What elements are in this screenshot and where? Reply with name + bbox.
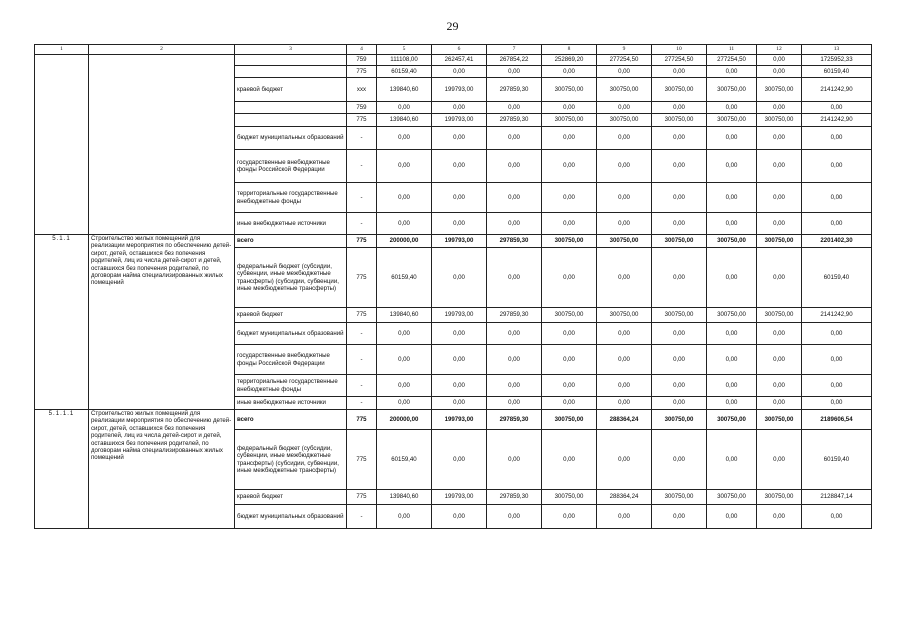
- funding-source: федеральный бюджет (субсидии, субвенции, иные межбюджетные трансферты) (субсидии, субвенции, иные межбюджетные трансферты): [235, 430, 347, 490]
- amount-cell: 297859,30: [487, 308, 542, 323]
- amount-cell: 0,00: [597, 248, 652, 308]
- amount-cell: 0,00: [487, 248, 542, 308]
- amount-cell: 0,00: [432, 213, 487, 235]
- amount-cell: 277254,50: [652, 55, 707, 66]
- amount-cell: 60159,40: [377, 248, 432, 308]
- amount-cell: 0,00: [707, 127, 757, 150]
- funding-code: 775: [347, 235, 377, 248]
- amount-cell: 200000,00: [377, 235, 432, 248]
- amount-cell: 300750,00: [757, 308, 802, 323]
- amount-cell: 0,00: [432, 150, 487, 183]
- funding-code: xxx: [347, 78, 377, 102]
- funding-source: [235, 102, 347, 114]
- funding-source: государственные внебюджетные фонды Российской Федерации: [235, 150, 347, 183]
- funding-source: всего: [235, 410, 347, 430]
- amount-cell: 111108,00: [377, 55, 432, 66]
- amount-cell: 297859,30: [487, 490, 542, 505]
- funding-code: 759: [347, 102, 377, 114]
- column-number: 9: [597, 45, 652, 55]
- amount-cell: 0,00: [542, 345, 597, 375]
- funding-code: -: [347, 323, 377, 345]
- amount-cell: 0,00: [652, 430, 707, 490]
- amount-cell: 0,00: [597, 127, 652, 150]
- amount-cell: 252869,20: [542, 55, 597, 66]
- amount-cell: 0,00: [542, 127, 597, 150]
- amount-cell: 300750,00: [542, 410, 597, 430]
- funding-code: -: [347, 213, 377, 235]
- amount-cell: 300750,00: [757, 490, 802, 505]
- funding-code: -: [347, 505, 377, 529]
- amount-cell: 2141242,90: [802, 114, 872, 127]
- funding-code: 775: [347, 308, 377, 323]
- funding-code: 775: [347, 430, 377, 490]
- amount-cell: 300750,00: [757, 410, 802, 430]
- column-number-row: [35, 45, 872, 55]
- amount-cell: 0,00: [432, 66, 487, 78]
- amount-cell: 0,00: [757, 505, 802, 529]
- amount-cell: 0,00: [487, 505, 542, 529]
- amount-cell: 0,00: [652, 127, 707, 150]
- amount-cell: 0,00: [802, 397, 872, 410]
- column-number: 8: [542, 45, 597, 55]
- amount-cell: 300750,00: [707, 410, 757, 430]
- funding-code: 775: [347, 410, 377, 430]
- table-row: [35, 55, 872, 66]
- column-number: 7: [487, 45, 542, 55]
- amount-cell: 2141242,90: [802, 78, 872, 102]
- amount-cell: 0,00: [652, 183, 707, 213]
- measure-name: Строительство жилых помещений для реализации мероприятия по обеспечению детей-сирот, детей, оставшихся без попечения родителей, лиц из числа детей-сирот и детей, оставшихся без попечения родителей, по договорам найма специализированных жилых помещений: [89, 235, 235, 410]
- amount-cell: 262457,41: [432, 55, 487, 66]
- measure-name: [89, 55, 235, 235]
- amount-cell: 300750,00: [597, 235, 652, 248]
- amount-cell: 0,00: [757, 66, 802, 78]
- amount-cell: 0,00: [707, 183, 757, 213]
- amount-cell: 199793,00: [432, 235, 487, 248]
- amount-cell: 199793,00: [432, 114, 487, 127]
- funding-source: иные внебюджетные источники: [235, 213, 347, 235]
- amount-cell: 0,00: [652, 102, 707, 114]
- amount-cell: 0,00: [542, 66, 597, 78]
- amount-cell: 199793,00: [432, 410, 487, 430]
- amount-cell: 0,00: [707, 397, 757, 410]
- amount-cell: 0,00: [707, 248, 757, 308]
- table-row: [35, 410, 872, 430]
- amount-cell: 60159,40: [802, 430, 872, 490]
- amount-cell: 0,00: [707, 505, 757, 529]
- amount-cell: 0,00: [757, 55, 802, 66]
- amount-cell: 139840,60: [377, 78, 432, 102]
- amount-cell: 0,00: [432, 430, 487, 490]
- amount-cell: 300750,00: [597, 308, 652, 323]
- amount-cell: 300750,00: [652, 308, 707, 323]
- column-number: 11: [707, 45, 757, 55]
- amount-cell: 300750,00: [652, 490, 707, 505]
- amount-cell: 300750,00: [757, 114, 802, 127]
- funding-source: территориальные государственные внебюджетные фонды: [235, 183, 347, 213]
- funding-source: федеральный бюджет (субсидии, субвенции, иные межбюджетные трансферты) (субсидии, субвенции, иные межбюджетные трансферты): [235, 248, 347, 308]
- amount-cell: 2189606,54: [802, 410, 872, 430]
- amount-cell: 0,00: [802, 183, 872, 213]
- column-number: 5: [377, 45, 432, 55]
- amount-cell: 300750,00: [757, 78, 802, 102]
- funding-code: -: [347, 150, 377, 183]
- amount-cell: 300750,00: [707, 235, 757, 248]
- amount-cell: 0,00: [377, 505, 432, 529]
- amount-cell: 0,00: [707, 150, 757, 183]
- amount-cell: 0,00: [652, 397, 707, 410]
- column-number: 12: [757, 45, 802, 55]
- column-number: 13: [802, 45, 872, 55]
- amount-cell: 300750,00: [707, 490, 757, 505]
- amount-cell: 60159,40: [802, 248, 872, 308]
- measure-number: 5.1.1.1: [35, 410, 89, 529]
- amount-cell: 0,00: [487, 213, 542, 235]
- amount-cell: 0,00: [432, 248, 487, 308]
- amount-cell: 0,00: [542, 397, 597, 410]
- amount-cell: 199793,00: [432, 78, 487, 102]
- amount-cell: 2141242,90: [802, 308, 872, 323]
- amount-cell: 0,00: [597, 397, 652, 410]
- funding-source: бюджет муниципальных образований: [235, 323, 347, 345]
- amount-cell: 0,00: [652, 150, 707, 183]
- amount-cell: 0,00: [597, 183, 652, 213]
- amount-cell: 300750,00: [652, 114, 707, 127]
- amount-cell: 0,00: [652, 213, 707, 235]
- amount-cell: 0,00: [652, 248, 707, 308]
- amount-cell: 0,00: [432, 323, 487, 345]
- funding-source: иные внебюджетные источники: [235, 397, 347, 410]
- funding-code: -: [347, 127, 377, 150]
- table-row: [35, 235, 872, 248]
- amount-cell: 199793,00: [432, 490, 487, 505]
- amount-cell: 300750,00: [757, 235, 802, 248]
- amount-cell: 297859,30: [487, 235, 542, 248]
- amount-cell: 0,00: [757, 375, 802, 397]
- amount-cell: 0,00: [802, 213, 872, 235]
- amount-cell: 0,00: [597, 213, 652, 235]
- amount-cell: 300750,00: [707, 308, 757, 323]
- amount-cell: 0,00: [377, 102, 432, 114]
- amount-cell: 0,00: [542, 505, 597, 529]
- amount-cell: 0,00: [652, 345, 707, 375]
- amount-cell: 300750,00: [542, 490, 597, 505]
- amount-cell: 0,00: [757, 397, 802, 410]
- amount-cell: 0,00: [542, 430, 597, 490]
- funding-source: краевой бюджет: [235, 308, 347, 323]
- amount-cell: 300750,00: [542, 114, 597, 127]
- funding-source: государственные внебюджетные фонды Российской Федерации: [235, 345, 347, 375]
- amount-cell: 300750,00: [542, 308, 597, 323]
- funding-code: 775: [347, 490, 377, 505]
- amount-cell: 0,00: [707, 102, 757, 114]
- amount-cell: 0,00: [652, 505, 707, 529]
- amount-cell: 0,00: [757, 150, 802, 183]
- amount-cell: 0,00: [432, 345, 487, 375]
- amount-cell: 0,00: [542, 102, 597, 114]
- funding-code: -: [347, 375, 377, 397]
- amount-cell: 0,00: [707, 66, 757, 78]
- amount-cell: 0,00: [707, 375, 757, 397]
- amount-cell: 0,00: [377, 183, 432, 213]
- amount-cell: 297859,30: [487, 114, 542, 127]
- funding-code: -: [347, 345, 377, 375]
- amount-cell: 0,00: [707, 345, 757, 375]
- measure-name: Строительство жилых помещений для реализации мероприятия по обеспечению детей-сирот, детей, оставшихся без попечения родителей, лиц из числа детей-сирот и детей, оставшихся без попечения родителей, по договорам найма специализированных жилых помещений: [89, 410, 235, 529]
- amount-cell: 199793,00: [432, 308, 487, 323]
- amount-cell: 0,00: [432, 397, 487, 410]
- amount-cell: 297859,30: [487, 410, 542, 430]
- amount-cell: 0,00: [597, 323, 652, 345]
- amount-cell: 0,00: [652, 66, 707, 78]
- amount-cell: 300750,00: [652, 410, 707, 430]
- amount-cell: 0,00: [652, 323, 707, 345]
- amount-cell: 0,00: [802, 505, 872, 529]
- amount-cell: 0,00: [377, 127, 432, 150]
- amount-cell: 0,00: [542, 375, 597, 397]
- amount-cell: 0,00: [802, 127, 872, 150]
- amount-cell: 0,00: [757, 127, 802, 150]
- column-number: 2: [89, 45, 235, 55]
- funding-source: [235, 114, 347, 127]
- amount-cell: 0,00: [432, 127, 487, 150]
- amount-cell: 0,00: [757, 345, 802, 375]
- amount-cell: 0,00: [802, 375, 872, 397]
- amount-cell: 0,00: [707, 213, 757, 235]
- measure-number: [35, 55, 89, 235]
- amount-cell: 267854,22: [487, 55, 542, 66]
- funding-source: краевой бюджет: [235, 490, 347, 505]
- amount-cell: 60159,40: [802, 66, 872, 78]
- column-number: 1: [35, 45, 89, 55]
- amount-cell: 0,00: [432, 183, 487, 213]
- amount-cell: 0,00: [487, 345, 542, 375]
- amount-cell: 0,00: [377, 150, 432, 183]
- amount-cell: 139840,60: [377, 490, 432, 505]
- amount-cell: 0,00: [802, 345, 872, 375]
- amount-cell: 139840,60: [377, 308, 432, 323]
- funding-code: 775: [347, 114, 377, 127]
- amount-cell: 288364,24: [597, 410, 652, 430]
- amount-cell: 0,00: [487, 397, 542, 410]
- amount-cell: 0,00: [757, 213, 802, 235]
- amount-cell: 0,00: [542, 248, 597, 308]
- amount-cell: 0,00: [487, 102, 542, 114]
- amount-cell: 0,00: [707, 323, 757, 345]
- amount-cell: 1725952,33: [802, 55, 872, 66]
- measure-number: 5.1.1: [35, 235, 89, 410]
- amount-cell: 0,00: [487, 150, 542, 183]
- funding-source: [235, 66, 347, 78]
- amount-cell: 300750,00: [652, 78, 707, 102]
- column-number: 3: [235, 45, 347, 55]
- amount-cell: 0,00: [597, 430, 652, 490]
- amount-cell: 0,00: [757, 248, 802, 308]
- amount-cell: 200000,00: [377, 410, 432, 430]
- amount-cell: 0,00: [802, 323, 872, 345]
- amount-cell: 0,00: [377, 375, 432, 397]
- column-number: 10: [652, 45, 707, 55]
- amount-cell: 0,00: [597, 345, 652, 375]
- amount-cell: 277254,50: [597, 55, 652, 66]
- amount-cell: 0,00: [542, 213, 597, 235]
- funding-source: бюджет муниципальных образований: [235, 505, 347, 529]
- funding-code: -: [347, 397, 377, 410]
- amount-cell: 300750,00: [597, 114, 652, 127]
- amount-cell: 0,00: [757, 183, 802, 213]
- amount-cell: 300750,00: [542, 78, 597, 102]
- funding-source: бюджет муниципальных образований: [235, 127, 347, 150]
- amount-cell: 0,00: [487, 323, 542, 345]
- funding-code: 759: [347, 55, 377, 66]
- funding-code: 775: [347, 248, 377, 308]
- amount-cell: 0,00: [757, 430, 802, 490]
- amount-cell: 0,00: [432, 102, 487, 114]
- amount-cell: 300750,00: [652, 235, 707, 248]
- funding-source: всего: [235, 235, 347, 248]
- amount-cell: 0,00: [377, 213, 432, 235]
- amount-cell: 0,00: [597, 505, 652, 529]
- amount-cell: 0,00: [597, 150, 652, 183]
- amount-cell: 0,00: [652, 375, 707, 397]
- amount-cell: 0,00: [802, 102, 872, 114]
- funding-code: 775: [347, 66, 377, 78]
- amount-cell: 0,00: [487, 183, 542, 213]
- funding-source: краевой бюджет: [235, 78, 347, 102]
- amount-cell: 300750,00: [707, 114, 757, 127]
- amount-cell: 0,00: [542, 323, 597, 345]
- amount-cell: 60159,40: [377, 430, 432, 490]
- amount-cell: 0,00: [542, 183, 597, 213]
- amount-cell: 300750,00: [542, 235, 597, 248]
- amount-cell: 0,00: [757, 323, 802, 345]
- amount-cell: 0,00: [542, 150, 597, 183]
- amount-cell: 0,00: [487, 127, 542, 150]
- amount-cell: 300750,00: [597, 78, 652, 102]
- amount-cell: 277254,50: [707, 55, 757, 66]
- amount-cell: 0,00: [487, 375, 542, 397]
- amount-cell: 0,00: [757, 102, 802, 114]
- column-number: 4: [347, 45, 377, 55]
- funding-source: [235, 55, 347, 66]
- column-number: 6: [432, 45, 487, 55]
- budget-table: [34, 44, 872, 529]
- amount-cell: 60159,40: [377, 66, 432, 78]
- amount-cell: 0,00: [432, 505, 487, 529]
- amount-cell: 0,00: [487, 430, 542, 490]
- amount-cell: 2201402,30: [802, 235, 872, 248]
- amount-cell: 297859,30: [487, 78, 542, 102]
- amount-cell: 0,00: [597, 66, 652, 78]
- amount-cell: 0,00: [802, 150, 872, 183]
- funding-source: территориальные государственные внебюджетные фонды: [235, 375, 347, 397]
- amount-cell: 0,00: [487, 66, 542, 78]
- funding-code: -: [347, 183, 377, 213]
- amount-cell: 0,00: [432, 375, 487, 397]
- page-number: 29: [446, 19, 459, 33]
- amount-cell: 0,00: [377, 397, 432, 410]
- amount-cell: 0,00: [707, 430, 757, 490]
- amount-cell: 0,00: [597, 375, 652, 397]
- amount-cell: 288364,24: [597, 490, 652, 505]
- amount-cell: 0,00: [597, 102, 652, 114]
- amount-cell: 2128847,14: [802, 490, 872, 505]
- amount-cell: 0,00: [377, 345, 432, 375]
- amount-cell: 139840,60: [377, 114, 432, 127]
- amount-cell: 300750,00: [707, 78, 757, 102]
- amount-cell: 0,00: [377, 323, 432, 345]
